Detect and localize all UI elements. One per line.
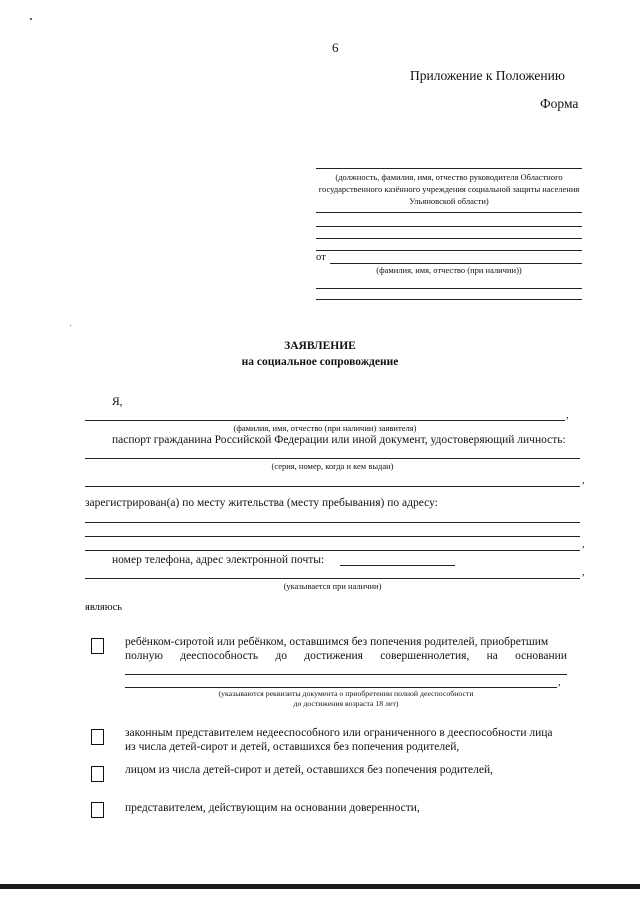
phone-label: номер телефона, адрес электронной почты: <box>112 554 325 566</box>
option-text: лицом из числа детей-сирот и детей, оставшихся без попечения родителей, <box>125 764 493 776</box>
option-text: представителем, действующим на основании доверенности, <box>125 802 420 814</box>
statement-subtitle: на социальное сопровождение <box>241 356 399 368</box>
form-label: Форма <box>540 96 579 111</box>
option-caption: до достижения возраста 18 лет) <box>293 699 399 708</box>
applicant-name-line[interactable] <box>85 420 565 421</box>
addressee-line[interactable] <box>316 250 582 251</box>
phone-line[interactable] <box>340 565 455 566</box>
passport-line[interactable] <box>85 458 580 459</box>
passport-line[interactable] <box>85 486 580 487</box>
from-caption: (фамилия, имя, отчество (при наличии)) <box>376 265 522 275</box>
passport-label: паспорт гражданина Российской Федерации или иной документ, удостоверяющий личность: <box>112 434 566 446</box>
address-line[interactable] <box>85 522 580 523</box>
option-caption: (указываются реквизиты документа о приобретении полной дееспособности <box>218 689 474 698</box>
phone-comma: , <box>582 567 585 578</box>
scan-border <box>0 884 640 889</box>
being-label: являюсь <box>85 602 123 613</box>
addressee-line[interactable] <box>316 238 582 239</box>
option-checkbox[interactable] <box>91 802 104 818</box>
option-basis-line[interactable] <box>125 674 567 675</box>
option-checkbox[interactable] <box>91 638 104 654</box>
appendix-title: Приложение к Положению <box>410 68 565 83</box>
addressee-position-line[interactable] <box>316 168 582 169</box>
addressee-line[interactable] <box>316 226 582 227</box>
from-label: от <box>316 252 326 263</box>
applicant-caption: (фамилия, имя, отчество (при наличии) заявителя) <box>233 423 417 433</box>
statement-title: ЗАЯВЛЕНИЕ <box>284 340 356 352</box>
option-checkbox[interactable] <box>91 729 104 745</box>
option-checkbox[interactable] <box>91 766 104 782</box>
phone-caption: (указывается при наличии) <box>283 581 382 591</box>
page-number: 6 <box>332 40 339 55</box>
from-line[interactable] <box>316 299 582 300</box>
address-comma: , <box>582 539 585 550</box>
passport-comma: , <box>582 475 585 486</box>
scan-speck <box>30 18 32 20</box>
option-text: полную дееспособность до достижения совершеннолетия, на основании <box>125 650 567 662</box>
option-comma: , <box>558 677 561 688</box>
applicant-comma: , <box>566 410 569 421</box>
registered-label: зарегистрирован(а) по месту жительства (месту пребывания) по адресу: <box>85 497 438 509</box>
option-text: из числа детей-сирот и детей, оставшихся без попечения родителей, <box>125 741 460 753</box>
address-line[interactable] <box>85 536 580 537</box>
address-line[interactable] <box>85 550 580 551</box>
scan-speck <box>70 325 71 326</box>
option-text: ребёнком-сиротой или ребёнком, оставшимся без попечения родителей, приобретшим <box>125 636 549 648</box>
from-line[interactable] <box>316 288 582 289</box>
phone-line[interactable] <box>85 578 580 579</box>
passport-caption: (серия, номер, когда и кем выдан) <box>271 461 394 471</box>
i-label: Я, <box>112 396 123 408</box>
from-name-line[interactable] <box>330 263 582 264</box>
option-text: законным представителем недееспособного или ограниченного в дееспособности лица <box>125 727 553 739</box>
addressee-line[interactable] <box>316 212 582 213</box>
option-basis-line[interactable] <box>125 687 557 688</box>
addressee-position-caption: (должность, фамилия, имя, отчество руководителя Областного государственного казённого учреждения социальной защиты населения Ульяновской области) <box>318 172 580 206</box>
